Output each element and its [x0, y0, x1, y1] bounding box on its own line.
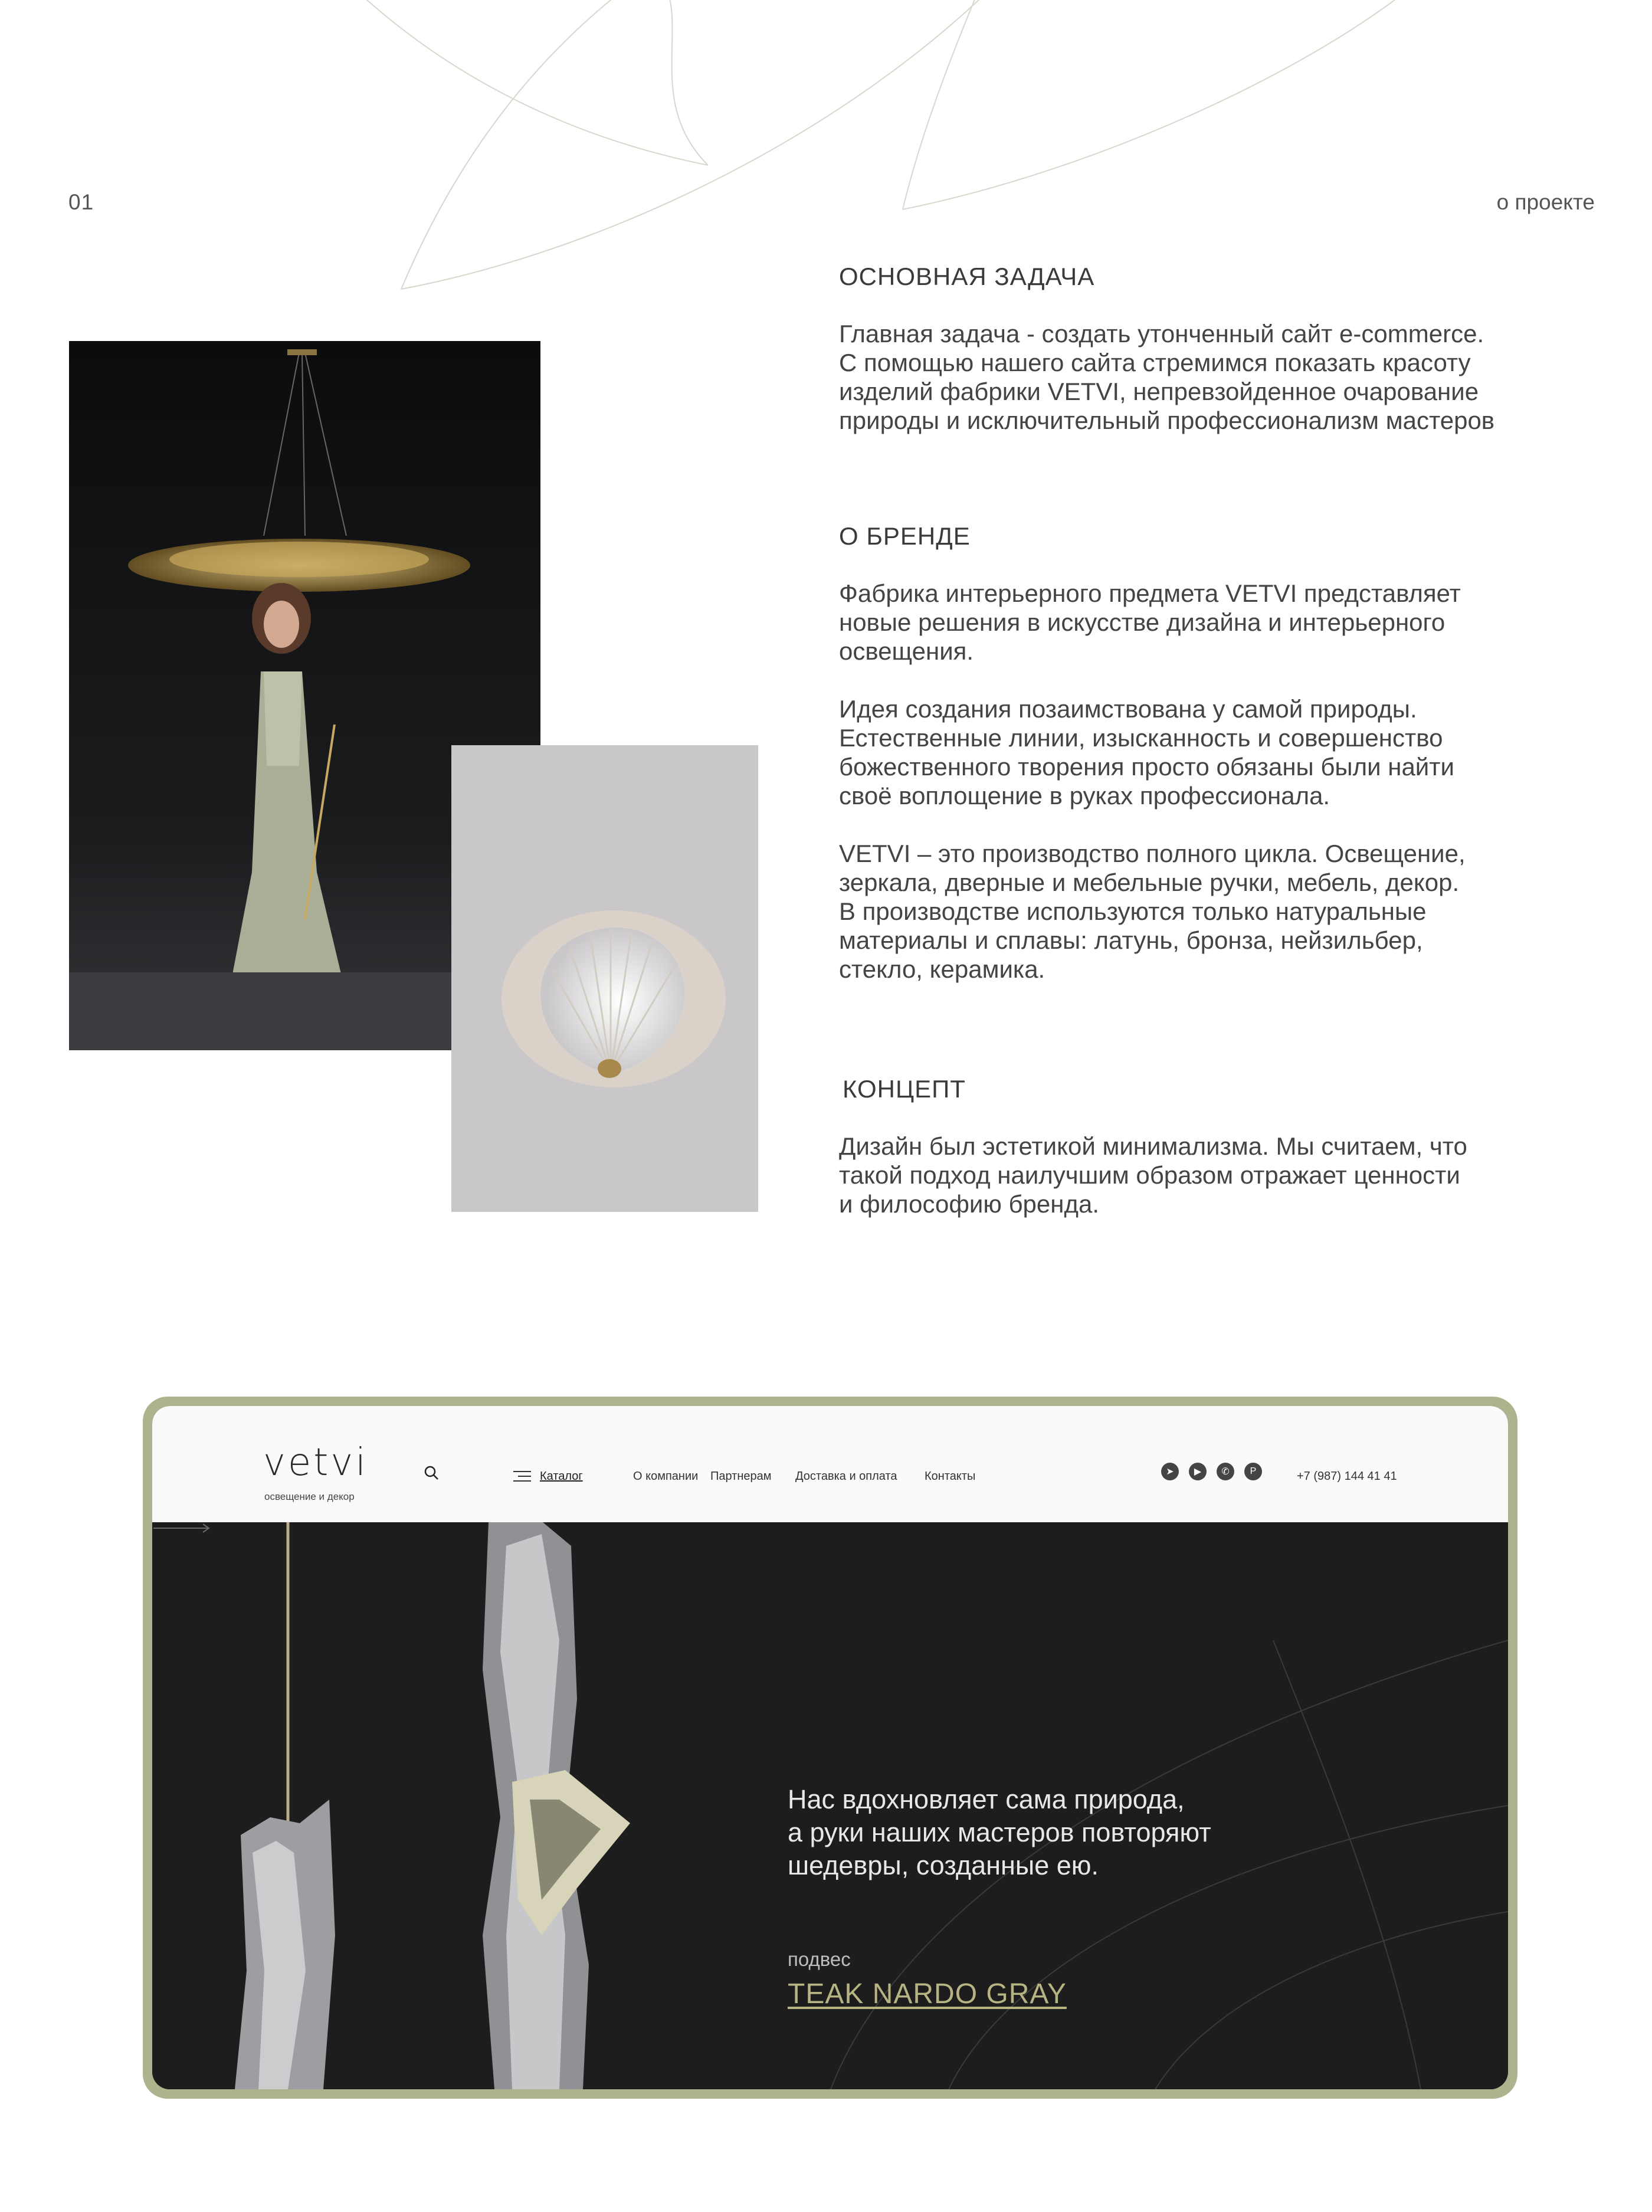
concept-text: Дизайн был эстетикой минимализма. Мы считаем, что такой подход наилучшим образом отражает ценности и философию бренда. [839, 1132, 1467, 1218]
website-mockup-screen [152, 1406, 1508, 2089]
main-task-title: ОСНОВНАЯ ЗАДАЧА [839, 263, 1095, 290]
hero-banner [152, 1522, 1508, 2089]
search-icon[interactable] [424, 1465, 439, 1480]
hero-category-label: подвес [788, 1948, 851, 1970]
youtube-icon[interactable]: ▶ [1189, 1463, 1207, 1480]
hero-product-link[interactable]: TEAK NARDO GRAY [788, 1978, 1067, 2010]
telegram-icon[interactable]: ➤ [1161, 1463, 1179, 1480]
slide-number: 01 [68, 190, 94, 214]
nav-catalog[interactable]: Каталог [540, 1470, 583, 1483]
site-logo[interactable]: vetvi [263, 1441, 368, 1485]
shell-sconce-photo [451, 745, 758, 1212]
nav-delivery[interactable]: Доставка и оплата [795, 1470, 897, 1483]
pinterest-icon[interactable]: P [1244, 1463, 1262, 1480]
site-header [152, 1406, 1508, 1522]
whatsapp-icon[interactable]: ✆ [1217, 1463, 1234, 1480]
main-task-text: Главная задача - создать утонченный сайт e-commerce. С помощью нашего сайта стремимся показать красоту изделий фабрики VETVI, непревзойденное очарование природы и исключительный профессионализм мастеров [839, 320, 1495, 434]
website-mockup-frame [143, 1397, 1517, 2099]
section-name: о проекте [1496, 190, 1595, 214]
about-brand-text: Фабрика интерьерного предмета VETVI представляет новые решения в искусстве дизайна и интерьерного освещения. Идея создания позаимствована у самой природы. Естественные линии, изысканность и совершенство божественного творения просто обязаны были найти своё воплощение в руках профессионала. VETVI – это производство полного цикла. Освещение, зеркала, дверные и мебельные ручки, мебель, декор. В производстве используются только натуральные материалы и сплавы: латунь, бронза, нейзильбер, стекло, керамика. [839, 579, 1466, 983]
decorative-arcs [0, 0, 1652, 307]
hero-headline: Нас вдохновляет сама природа, а руки наших мастеров повторяют шедевры, созданные ею. [788, 1784, 1211, 1880]
nav-contacts[interactable]: Контакты [925, 1470, 976, 1483]
nav-partners[interactable]: Партнерам [710, 1470, 772, 1483]
menu-icon[interactable] [512, 1469, 532, 1484]
site-logo-subtitle: освещение и декор [264, 1491, 355, 1502]
arrow-right-icon[interactable] [152, 1522, 211, 1534]
concept-title: КОНЦЕПТ [843, 1075, 966, 1103]
phone-number[interactable]: +7 (987) 144 41 41 [1297, 1470, 1397, 1483]
about-brand-title: О БРЕНДЕ [839, 522, 971, 550]
nav-about[interactable]: О компании [633, 1470, 699, 1483]
